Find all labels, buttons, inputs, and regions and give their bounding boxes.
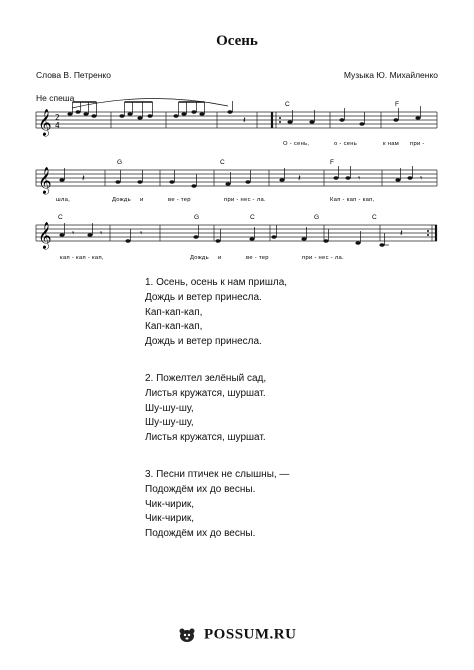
chord-label: C — [58, 214, 63, 221]
chord-label: F — [330, 159, 334, 166]
chord-label: C — [285, 101, 290, 108]
lyric-text: при - нес - ла. — [302, 255, 344, 261]
music-staff-system-3 — [0, 207, 474, 267]
treble-clef-icon: 𝄞 — [38, 223, 52, 249]
lyric-text: О - сень, — [283, 141, 310, 147]
verse-line: Шу-шу-шу, — [145, 402, 194, 414]
verse-line: Подождём их до весны. — [145, 528, 256, 540]
verse-2 — [145, 372, 289, 446]
verse-line: Чик-чирик, — [145, 513, 195, 525]
lyric-text: к нам — [383, 141, 400, 147]
verse-line: Дождь и ветер принесла. — [145, 291, 262, 303]
chord-label: C — [220, 159, 225, 166]
chord-label: C — [250, 214, 255, 221]
svg-text:𝄽: 𝄽 — [82, 174, 85, 184]
svg-text:𝄽: 𝄽 — [243, 116, 246, 126]
tempo-marking: Не спеша — [36, 93, 75, 103]
svg-text:𝄽: 𝄽 — [400, 229, 403, 239]
verse-line: Шу-шу-шу, — [145, 417, 194, 429]
chord-label: G — [117, 159, 123, 166]
music-staff-system-1 — [0, 96, 474, 158]
chord-label: F — [395, 101, 399, 108]
svg-text:𝄽: 𝄽 — [298, 174, 301, 184]
site-logo[interactable] — [0, 626, 474, 644]
music-staff-system-2 — [0, 156, 474, 212]
lyric-text: Дождь — [112, 197, 131, 203]
verse-line: Дождь и ветер принесла. — [145, 336, 262, 348]
lyric-text: ве - тер — [168, 197, 191, 203]
lyric-text: о - сень — [334, 141, 358, 147]
verse-line: Листья кружатся, шуршат. — [145, 432, 266, 444]
svg-text:𝄾: 𝄾 — [100, 229, 103, 239]
verse-line: 1. Осень, осень к нам пришла, — [145, 277, 288, 288]
lyric-text: кап - кап - кап, — [60, 255, 104, 261]
lyric-text: и — [140, 197, 144, 203]
logo-text: POSSUM.RU — [204, 626, 297, 643]
lyric-text: и — [218, 255, 222, 261]
verse-line: 3. Песни птичек не слышны, — — [145, 468, 290, 480]
verse-line: 2. Пожелтел зелёный сад, — [145, 372, 267, 384]
verse-line: Листья кружатся, шуршат. — [145, 387, 266, 399]
svg-text:2: 2 — [55, 113, 60, 122]
chord-label: G — [194, 214, 200, 221]
svg-text:𝄾: 𝄾 — [358, 174, 361, 184]
treble-clef-icon: 𝄞 — [38, 110, 52, 136]
svg-text:𝄾: 𝄾 — [420, 174, 423, 184]
verse-1 — [145, 276, 289, 350]
svg-text:𝄾: 𝄾 — [72, 229, 75, 239]
lyricist-credit: Слова В. Петренко — [36, 70, 111, 80]
svg-text:𝄾: 𝄾 — [140, 229, 143, 239]
verse-line: Подождём их до весны. — [145, 483, 256, 495]
verse-3 — [145, 468, 289, 542]
lyric-text: шла, — [56, 197, 71, 203]
lyric-text: Кап - кап - кап, — [330, 197, 375, 203]
song-title: Осень — [216, 33, 258, 49]
lyric-text: при - нес - ла. — [224, 197, 266, 203]
verse-line: Кап-кап-кап, — [145, 306, 203, 318]
possum-logo-icon — [178, 627, 196, 643]
svg-text:4: 4 — [55, 121, 60, 130]
treble-clef-icon: 𝄞 — [38, 168, 52, 194]
lyric-text: Дождь — [190, 255, 209, 261]
verse-line: Кап-кап-кап, — [145, 321, 203, 333]
lyric-text: при - — [410, 141, 425, 147]
composer-credit: Музыка Ю. Михайленко — [343, 70, 438, 80]
lyrics-verses — [145, 276, 289, 564]
chord-label: G — [314, 214, 320, 221]
verse-line: Чик-чирик, — [145, 498, 195, 510]
chord-label: C — [372, 214, 377, 221]
lyric-text: ве - тер — [246, 255, 269, 261]
